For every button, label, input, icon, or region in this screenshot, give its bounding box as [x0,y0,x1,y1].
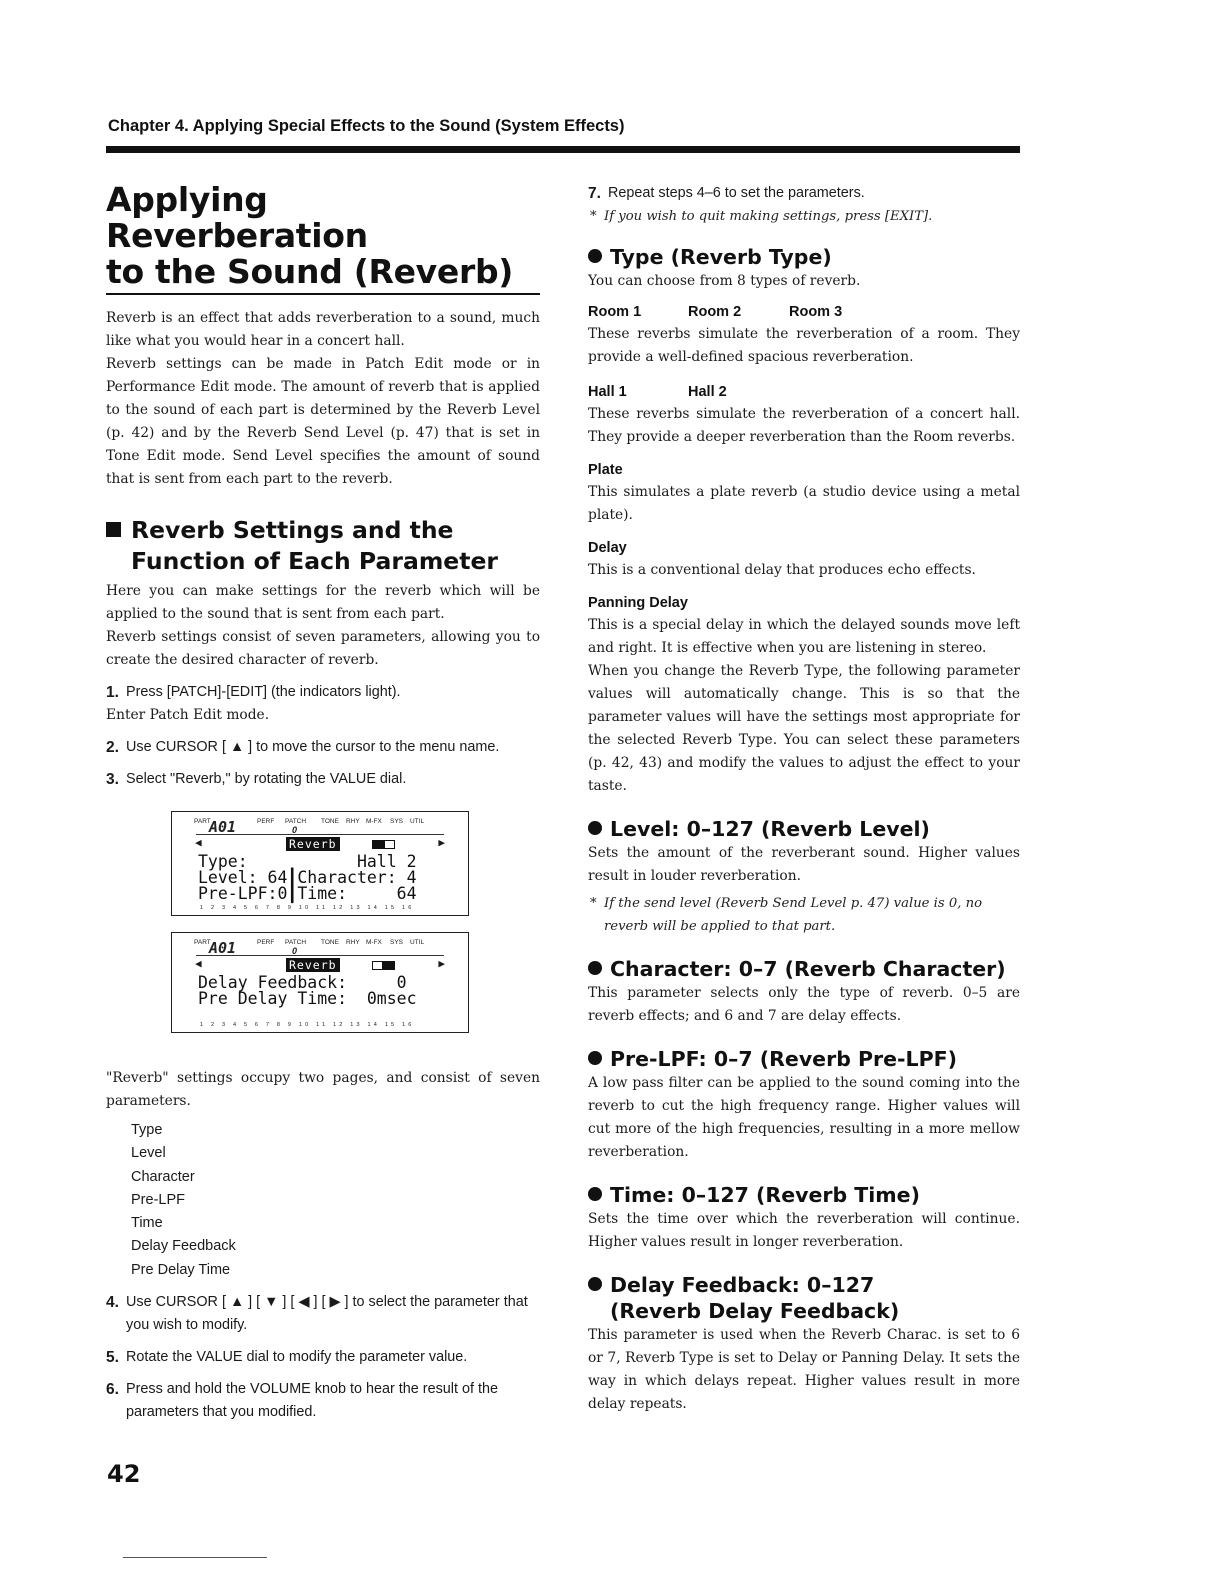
note-text: If the send level (Reverb Send Level p. 47) value is 0, no reverb will be applied to that part. [604,896,983,934]
page-number: 42 [107,1460,141,1488]
lcd-tab-sys: SYS [390,939,404,946]
delay-description: This is a conventional delay that produces echo effects. [588,562,976,578]
step-4 [106,1291,540,1337]
step-number: 1. [106,684,119,701]
level-description: Sets the amount of the reverberant sound. Higher values result in louder reverberation. [588,845,1020,884]
list-item: Pre Delay Time [131,1261,231,1278]
step-text: Select "Reverb," by rotating the VALUE dial. [126,771,407,787]
plate-label: Plate [588,462,623,478]
step-7-note [588,205,1020,228]
right-column [588,182,1020,1416]
step-text: Rotate the VALUE dial to modify the parameter value. [126,1349,468,1366]
level-note [588,892,1020,938]
step-7 [588,182,1020,205]
pre-lpf-description: A low pass filter can be applied to the sound coming into the reverb to cut the high frequency range. Higher values will cut more of the high frequencies, resulting in a more mellow reverberation. [588,1075,1020,1160]
time-description: Sets the time over which the reverberation will continue. Higher values result in longer reverberation. [588,1211,1020,1250]
type-change-description: When you change the Reverb Type, the following parameter values will automatically change. This is so that the parameter values will have the settings most appropriate for the selected Reverb Type. You can select these parameters (p. 42, 43) and modify the values to adjust the effect to your taste. [588,663,1020,794]
lcd-menu-line [196,955,444,975]
level-heading [588,816,1020,842]
step-5 [106,1346,540,1369]
left-column [106,182,540,1424]
lcd-tab-perf: PERF [257,818,275,825]
left-arrow-icon: ◀ [195,836,202,849]
page-title-line1: Applying Reverberation [106,180,368,255]
heading-text: Pre-LPF: 0–7 (Reverb Pre-LPF) [610,1047,958,1071]
lcd-tab-mfx: M-FX [366,818,382,825]
right-arrow-icon: ▶ [438,836,445,849]
room-label: Room 3 [789,304,843,320]
lcd-tab-tone: TONE [321,818,339,825]
lcd-tab-tone: TONE [321,939,339,946]
step-number: 2. [106,739,119,756]
intro-paragraph-1: Reverb is an effect that adds reverberation to a sound, much like what you would hear in a concert hall. [106,310,540,349]
bullet-icon [588,249,602,263]
time-heading [588,1182,1020,1208]
step-number: 7. [588,185,601,202]
section-heading [106,515,540,577]
delay-feedback-heading [588,1272,1020,1324]
list-item: Delay Feedback [131,1238,236,1255]
right-arrow-icon: ▶ [438,957,445,970]
step-text: Use CURSOR [ ▲ ] [ ▼ ] [ ◀ ] [ ▶ ] to select the parameter that you wish to modify. [126,1294,528,1334]
intro-paragraph-2: Reverb settings can be made in Patch Edit mode or in Performance Edit mode. The amount of reverb that is applied to the sound of each part is determined by the Reverb Level (p. 42) and by the Reverb Send Level (p. 47) that is set in Tone Edit mode. Send Level specifies the amount of sound that is sent from each part to the reverb. [106,356,540,487]
list-item: Time [131,1215,163,1232]
lcd-tab-perf: PERF [257,939,275,946]
step-text: Repeat steps 4–6 to set the parameters. [608,185,865,201]
chapter-header: Chapter 4. Applying Special Effects to the Sound (System Effects) [108,117,625,135]
step-number: 6. [106,1381,119,1399]
lcd-row: Type: Hall 2 [198,852,417,871]
lcd-tab-util: UTIL [410,818,425,825]
heading-text-line2: (Reverb Delay Feedback) [610,1299,900,1323]
lcd-tab-rhy: RHY [346,939,360,946]
lcd-tab-mfx: M-FX [366,939,382,946]
step-text: Use CURSOR [ ▲ ] to move the cursor to the menu name. [126,739,500,755]
lcd-part-ticks: 1 2 3 4 5 6 7 8 9 10 11 12 13 14 15 16 [200,1022,415,1028]
lcd-tab-patch: PATCH [285,818,307,825]
lcd-menu-label: Reverb [286,837,340,851]
list-item: Level [131,1145,166,1162]
lcd-part-number: A01 [209,939,237,957]
lcd-row: Pre-LPF:0┃Time: 64 [198,884,417,903]
heading-text: Type (Reverb Type) [610,245,832,269]
lcd-patch-number: 0 [292,946,298,956]
bullet-icon [588,1187,602,1201]
step-number: 5. [106,1349,119,1367]
step-1-sub: Enter Patch Edit mode. [106,707,270,723]
section-heading-line2: Function of Each Parameter [131,547,499,575]
lcd-tab-patch: PATCH [285,939,307,946]
room-label: Room 1 [588,304,642,320]
lcd-tab-rhy: RHY [346,818,360,825]
hall-description: These reverbs simulate the reverberation of a concert hall. They provide a deeper reverberation than the Room reverbs. [588,406,1020,445]
step-text: Press [PATCH]-[EDIT] (the indicators light). [126,684,401,700]
room-labels [588,301,1020,323]
lcd-display-page-1 [171,811,469,916]
asterisk-icon: * [590,896,597,911]
pages-paragraph: "Reverb" settings occupy two pages, and consist of seven parameters. [106,1070,540,1109]
hall-label: Hall 2 [688,384,727,400]
bullet-icon [588,821,602,835]
lcd-tab-row [172,933,468,955]
lcd-row: Level: 64┃Character: 4 [198,868,417,887]
square-bullet-icon [106,522,121,537]
room-description: These reverbs simulate the reverberation of a room. They provide a well-defined spacious reverberation. [588,326,1020,365]
character-description: This parameter selects only the type of reverb. 0–5 are reverb effects; and 6 and 7 are delay effects. [588,985,1020,1024]
lcd-part-ticks: 1 2 3 4 5 6 7 8 9 10 11 12 13 14 15 16 [200,905,415,911]
character-heading [588,956,1020,982]
step-3 [106,768,540,791]
page-indicator-icon [372,840,395,849]
lcd-row: Delay Feedback: 0 [198,973,407,992]
asterisk-icon: * [590,209,597,224]
heading-text: Delay Feedback: 0–127 [610,1273,875,1297]
page-title-line2: to the Sound (Reverb) [106,252,514,291]
bullet-icon [588,1277,602,1291]
panning-delay-label: Panning Delay [588,595,688,611]
type-heading [588,244,1020,270]
delay-label: Delay [588,540,627,556]
type-intro: You can choose from 8 types of reverb. [588,273,861,289]
step-2 [106,736,540,759]
lcd-display-page-2 [171,932,469,1033]
list-item: Pre-LPF [131,1191,185,1208]
footer-rule [123,1557,267,1558]
chapter-rule [106,146,1020,153]
page-title [106,182,540,295]
page-indicator-icon [372,961,395,970]
delay-feedback-description: This parameter is used when the Reverb Charac. is set to 6 or 7, Reverb Type is set to Delay or Panning Delay. It sets the way in which delays repeat. Higher values result in more delay repeats. [588,1327,1020,1412]
lcd-tab-sys: SYS [390,818,404,825]
pre-lpf-heading [588,1046,1020,1072]
lcd-tab-row [172,812,468,834]
heading-text: Level: 0–127 (Reverb Level) [610,817,930,841]
list-item: Character [131,1168,195,1185]
section-heading-line1: Reverb Settings and the [131,516,454,544]
lcd-tab-part: PART [194,939,211,946]
section-paragraph-1: Here you can make settings for the reverb which will be applied to the sound that is sent from each part. [106,583,540,622]
hall-label: Hall 1 [588,384,627,400]
heading-text: Time: 0–127 (Reverb Time) [610,1183,920,1207]
lcd-tab-util: UTIL [410,939,425,946]
plate-description: This simulates a plate reverb (a studio device using a metal plate). [588,484,1020,523]
bullet-icon [588,961,602,975]
step-1 [106,681,540,704]
step-number: 3. [106,771,119,788]
lcd-tab-part: PART [194,818,211,825]
step-number: 4. [106,1294,119,1312]
panning-delay-description: This is a special delay in which the delayed sounds move left and right. It is effective when you are listening in stereo. [588,617,1020,656]
list-item: Type [131,1122,163,1138]
step-text: Press and hold the VOLUME knob to hear the result of the parameters that you modified. [126,1381,498,1421]
lcd-menu-label: Reverb [286,958,340,972]
lcd-menu-line [196,834,444,854]
lcd-patch-number: 0 [292,825,298,835]
note-text: If you wish to quit making settings, press [EXIT]. [604,209,933,224]
bullet-icon [588,1051,602,1065]
lcd-part-number: A01 [209,818,237,836]
section-paragraph-2: Reverb settings consist of seven parameters, allowing you to create the desired character of reverb. [106,629,540,668]
step-6 [106,1378,540,1424]
parameter-list [131,1119,540,1282]
hall-labels [588,381,1020,403]
left-arrow-icon: ◀ [195,957,202,970]
heading-text: Character: 0–7 (Reverb Character) [610,957,1006,981]
room-label: Room 2 [688,304,742,320]
lcd-row: Pre Delay Time: 0msec [198,989,417,1008]
